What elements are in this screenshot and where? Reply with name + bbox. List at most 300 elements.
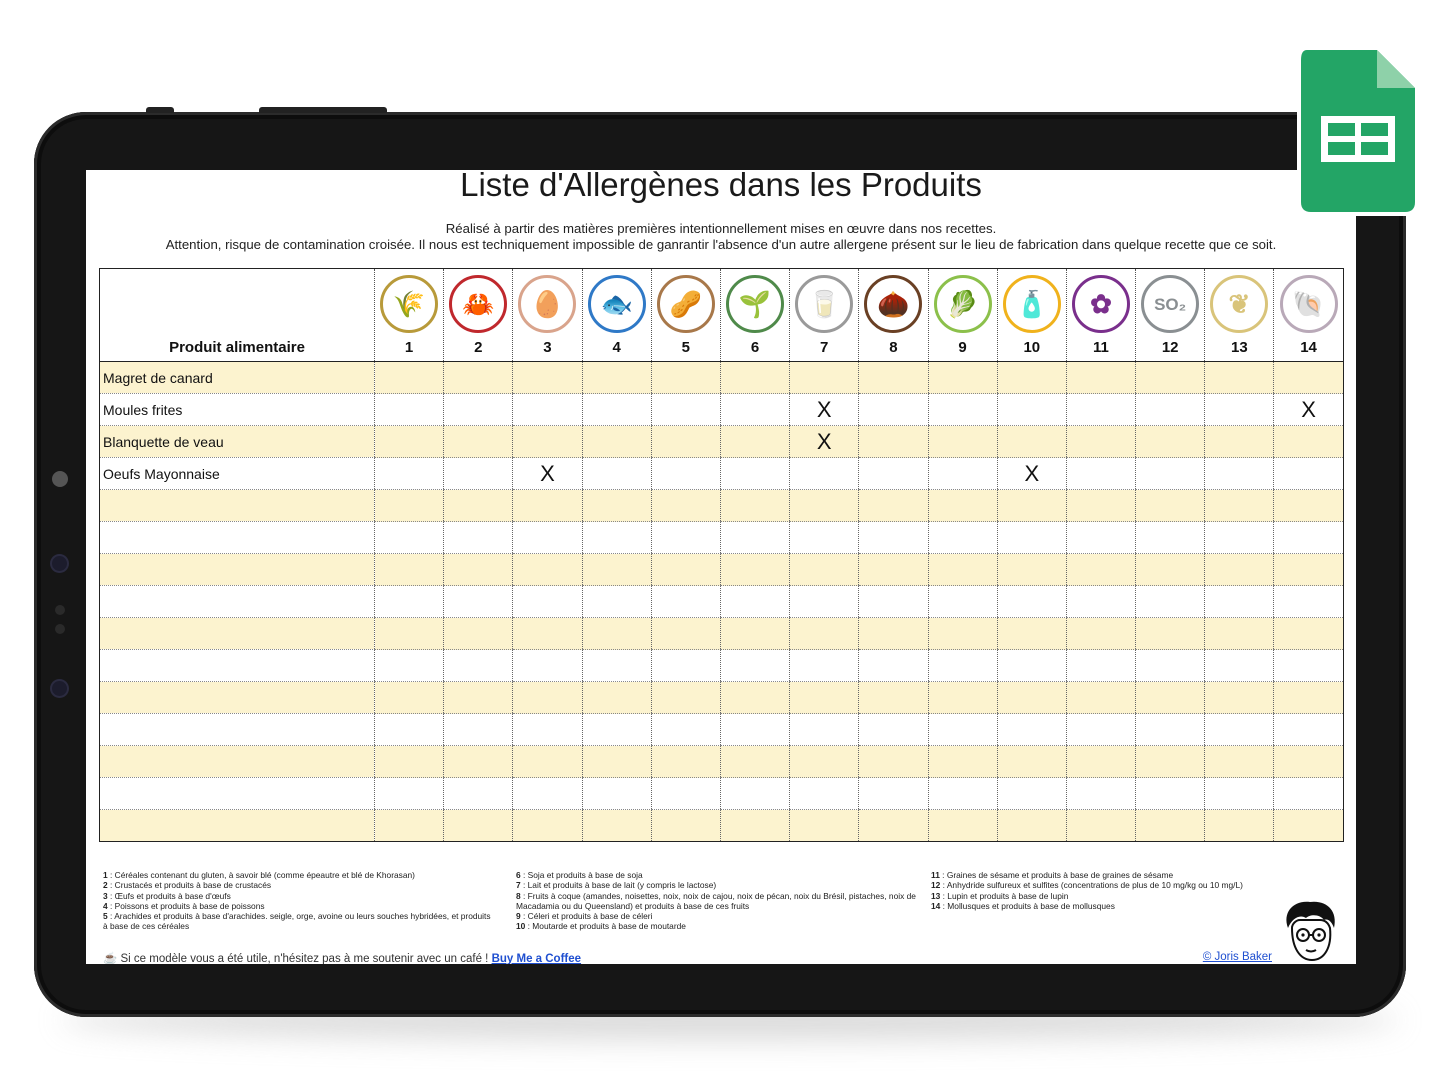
legend-text: : Moutarde et produits à base de moutarde [525, 921, 686, 932]
product-name-cell[interactable] [100, 682, 375, 714]
legend-number: 5 [103, 911, 108, 922]
allergen-cell[interactable] [582, 778, 651, 810]
allergen-cell[interactable] [513, 714, 582, 746]
allergen-cell[interactable] [997, 618, 1066, 650]
allergen-cell[interactable] [928, 426, 997, 458]
allergen-cell[interactable] [375, 778, 444, 810]
allergen-cell[interactable] [375, 682, 444, 714]
allergen-cell[interactable] [1274, 618, 1343, 650]
allergen-cell[interactable] [790, 490, 859, 522]
allergen-column-5[interactable] [651, 269, 720, 362]
allergen-number: 10 [1023, 339, 1041, 356]
allergen-cell[interactable] [1205, 586, 1274, 618]
allergen-cell[interactable] [1274, 650, 1343, 682]
allergen-cell[interactable] [720, 682, 789, 714]
allergen-cell[interactable] [1274, 778, 1343, 810]
allergen-cell[interactable] [928, 490, 997, 522]
allergen-cell[interactable] [1205, 522, 1274, 554]
allergen-cell[interactable] [375, 362, 444, 394]
allergen-cell[interactable] [582, 746, 651, 778]
allergen-number: 4 [612, 339, 621, 356]
allergen-cell[interactable] [513, 586, 582, 618]
allergen-column-14[interactable] [1274, 269, 1343, 362]
allergen-cell[interactable] [582, 362, 651, 394]
legend-item [516, 921, 926, 931]
allergen-column-1[interactable] [375, 269, 444, 362]
sesame-icon [1072, 275, 1130, 333]
allergen-cell[interactable] [1136, 426, 1205, 458]
allergen-number: 3 [543, 339, 552, 356]
allergen-cell[interactable] [513, 426, 582, 458]
allergen-cell[interactable] [651, 618, 720, 650]
allergen-cell[interactable] [1136, 682, 1205, 714]
allergen-cell[interactable] [651, 682, 720, 714]
allergen-cell[interactable] [375, 458, 444, 490]
allergen-cell[interactable] [444, 586, 513, 618]
fish-icon-glyph: 🐟 [600, 289, 633, 319]
allergen-cell[interactable] [1205, 810, 1274, 842]
allergen-cell[interactable] [790, 362, 859, 394]
allergen-cell[interactable] [790, 618, 859, 650]
allergen-cell[interactable] [1205, 650, 1274, 682]
product-header[interactable]: Produit alimentaire [100, 269, 375, 362]
allergen-cell[interactable] [375, 490, 444, 522]
allergen-cell[interactable] [1205, 426, 1274, 458]
allergen-cell[interactable] [859, 618, 928, 650]
allergen-cell[interactable] [720, 522, 789, 554]
allergen-cell[interactable] [444, 554, 513, 586]
allergen-cell[interactable] [444, 394, 513, 426]
allergen-cell[interactable] [790, 522, 859, 554]
allergen-cell[interactable] [1066, 618, 1135, 650]
allergen-cell[interactable] [651, 650, 720, 682]
allergen-column-11[interactable] [1066, 269, 1135, 362]
allergen-cell[interactable] [375, 746, 444, 778]
allergen-cell[interactable] [1205, 394, 1274, 426]
allergen-cell[interactable] [720, 362, 789, 394]
allergen-cell[interactable] [720, 554, 789, 586]
allergen-cell[interactable] [720, 778, 789, 810]
allergen-cell[interactable] [1205, 618, 1274, 650]
allergen-cell[interactable] [582, 586, 651, 618]
legend-item [931, 880, 1321, 890]
allergen-cell[interactable] [1136, 714, 1205, 746]
allergen-cell[interactable] [928, 522, 997, 554]
product-name-cell[interactable] [100, 810, 375, 842]
allergen-cell[interactable] [997, 810, 1066, 842]
allergen-cell[interactable] [1274, 554, 1343, 586]
allergen-cell[interactable] [1136, 458, 1205, 490]
allergen-column-3[interactable] [513, 269, 582, 362]
allergen-cell[interactable] [513, 362, 582, 394]
product-name-cell[interactable] [100, 714, 375, 746]
allergen-cell[interactable] [582, 618, 651, 650]
soy-icon [726, 275, 784, 333]
legend-number: 3 [103, 890, 108, 901]
allergen-column-10[interactable] [997, 269, 1066, 362]
allergen-cell[interactable]: X [513, 458, 582, 490]
allergen-cell[interactable] [582, 554, 651, 586]
product-name-cell[interactable] [100, 554, 375, 586]
allergen-cell[interactable] [513, 778, 582, 810]
milk-icon-glyph: 🥛 [808, 289, 841, 319]
allergen-cell[interactable] [582, 714, 651, 746]
table-row [100, 490, 1344, 522]
allergen-cell[interactable] [651, 810, 720, 842]
sensor-dot-icon [55, 605, 65, 615]
allergen-number: 9 [958, 339, 967, 356]
allergen-cell[interactable] [1205, 778, 1274, 810]
author-link[interactable]: © Joris Baker [1202, 951, 1272, 963]
legend-item [516, 891, 926, 912]
legend-item [103, 870, 493, 880]
allergen-cell[interactable] [997, 714, 1066, 746]
product-name-cell[interactable] [100, 618, 375, 650]
allergen-cell[interactable] [720, 394, 789, 426]
allergen-cell[interactable] [1205, 714, 1274, 746]
allergen-cell[interactable] [444, 682, 513, 714]
allergen-cell[interactable] [582, 458, 651, 490]
allergen-cell[interactable] [720, 650, 789, 682]
product-name-cell[interactable]: Magret de canard [100, 362, 375, 394]
allergen-cell[interactable] [582, 426, 651, 458]
allergen-cell[interactable] [1274, 746, 1343, 778]
allergen-cell[interactable] [790, 586, 859, 618]
spreadsheet-screen [86, 170, 1356, 964]
allergen-cell[interactable] [582, 490, 651, 522]
allergen-cell[interactable] [513, 554, 582, 586]
allergen-column-7[interactable] [790, 269, 859, 362]
table-row [100, 426, 1344, 458]
allergen-column-2[interactable] [444, 269, 513, 362]
allergen-cell[interactable] [859, 586, 928, 618]
allergen-cell[interactable] [720, 618, 789, 650]
lupin-icon-glyph: ❦ [1228, 289, 1251, 319]
allergen-cell[interactable] [375, 554, 444, 586]
product-name-cell[interactable] [100, 586, 375, 618]
support-footer [103, 951, 581, 964]
allergen-cell[interactable] [928, 618, 997, 650]
table-row [100, 394, 1344, 426]
allergen-cell[interactable] [651, 554, 720, 586]
allergen-cell[interactable] [1066, 586, 1135, 618]
allergen-cell[interactable] [1136, 586, 1205, 618]
allergen-cell[interactable] [1066, 458, 1135, 490]
allergen-cell[interactable] [375, 618, 444, 650]
legend-text: : Fruits à coque (amandes, noisettes, noix, noix de cajou, noix de pécan, noix du Brésil, pistaches, noix de Macadamia ou du Queensland) et produits à base de ces fruits [516, 890, 916, 911]
allergen-cell[interactable] [859, 682, 928, 714]
allergen-cell[interactable] [444, 362, 513, 394]
allergen-cell[interactable] [582, 650, 651, 682]
legend-number: 2 [103, 880, 108, 891]
allergen-column-9[interactable] [928, 269, 997, 362]
allergen-cell[interactable] [1274, 362, 1343, 394]
allergen-column-12[interactable] [1136, 269, 1205, 362]
allergen-cell[interactable] [1274, 810, 1343, 842]
allergen-cell[interactable] [513, 682, 582, 714]
allergen-cell[interactable] [790, 746, 859, 778]
product-name-cell[interactable]: Moules frites [100, 394, 375, 426]
legend-text: : Mollusques et produits à base de mollusques [940, 900, 1115, 911]
allergen-cell[interactable]: X [997, 458, 1066, 490]
allergen-cell[interactable] [651, 586, 720, 618]
allergen-cell[interactable] [375, 650, 444, 682]
allergen-cell[interactable] [790, 554, 859, 586]
allergen-cell[interactable] [859, 426, 928, 458]
legend-number: 8 [516, 890, 521, 901]
allergen-cell[interactable] [928, 714, 997, 746]
allergen-cell[interactable] [513, 490, 582, 522]
allergen-cell[interactable] [513, 746, 582, 778]
allergen-cell[interactable] [928, 778, 997, 810]
allergen-cell[interactable] [375, 714, 444, 746]
allergen-cell[interactable] [928, 810, 997, 842]
allergen-cell[interactable] [375, 586, 444, 618]
allergen-cell[interactable] [1205, 490, 1274, 522]
allergen-column-4[interactable] [582, 269, 651, 362]
product-name-cell[interactable] [100, 490, 375, 522]
allergen-cell[interactable] [444, 778, 513, 810]
allergen-cell[interactable] [859, 394, 928, 426]
allergen-cell[interactable] [444, 714, 513, 746]
allergen-cell[interactable] [1274, 682, 1343, 714]
allergen-cell[interactable] [651, 714, 720, 746]
allergen-column-6[interactable] [720, 269, 789, 362]
allergen-cell[interactable] [928, 554, 997, 586]
allergen-cell[interactable] [1274, 458, 1343, 490]
tablet-volume-button [259, 107, 387, 113]
allergen-cell[interactable] [928, 650, 997, 682]
allergen-cell[interactable] [444, 650, 513, 682]
allergen-cell[interactable] [1066, 682, 1135, 714]
allergen-cell[interactable] [444, 522, 513, 554]
allergen-cell[interactable] [651, 362, 720, 394]
legend-text: : Crustacés et produits à base de crustacés [107, 880, 272, 891]
sensor-icon [52, 681, 67, 696]
allergen-cell[interactable] [651, 746, 720, 778]
allergen-cell[interactable] [1136, 362, 1205, 394]
legend-number: 4 [103, 900, 108, 911]
allergen-cell[interactable] [582, 394, 651, 426]
allergen-number: 7 [820, 339, 829, 356]
allergen-cell[interactable] [1066, 810, 1135, 842]
allergen-cell[interactable] [1205, 682, 1274, 714]
allergen-cell[interactable] [790, 650, 859, 682]
allergen-cell[interactable] [928, 746, 997, 778]
allergen-cell[interactable] [1066, 362, 1135, 394]
allergen-column-8[interactable] [859, 269, 928, 362]
allergen-cell[interactable] [790, 810, 859, 842]
allergen-cell[interactable]: X [790, 394, 859, 426]
buy-me-a-coffee-link[interactable]: Buy Me a Coffee [491, 953, 582, 964]
allergen-cell[interactable] [859, 458, 928, 490]
allergen-cell[interactable] [859, 778, 928, 810]
allergen-cell[interactable] [720, 490, 789, 522]
allergen-cell[interactable] [1066, 522, 1135, 554]
allergen-cell[interactable] [790, 778, 859, 810]
allergen-cell[interactable] [790, 682, 859, 714]
allergen-table [99, 268, 1344, 842]
product-name-cell[interactable] [100, 746, 375, 778]
allergen-cell[interactable] [444, 810, 513, 842]
table-row [100, 362, 1344, 394]
legend-text: : Œufs et produits à base d'œufs [107, 890, 231, 901]
allergen-cell[interactable] [1136, 554, 1205, 586]
allergen-cell[interactable] [997, 778, 1066, 810]
table-row [100, 458, 1344, 490]
allergen-cell[interactable] [928, 394, 997, 426]
product-name-cell[interactable] [100, 778, 375, 810]
allergen-cell[interactable] [444, 490, 513, 522]
allergen-cell[interactable] [582, 682, 651, 714]
allergen-cell[interactable] [997, 554, 1066, 586]
allergen-cell[interactable] [1066, 554, 1135, 586]
allergen-cell[interactable] [513, 650, 582, 682]
allergen-cell[interactable] [651, 394, 720, 426]
allergen-cell[interactable] [1066, 394, 1135, 426]
allergen-cell[interactable] [582, 522, 651, 554]
celery-icon [934, 275, 992, 333]
allergen-cell[interactable] [1136, 778, 1205, 810]
legend-text: : Arachides et produits à base d'arachides. seigle, orge, avoine ou leurs souches hybridées, et produits à base de ces céréales [103, 911, 491, 932]
allergen-cell[interactable] [720, 714, 789, 746]
allergen-cell[interactable] [997, 682, 1066, 714]
so2-icon-glyph: SO₂ [1154, 294, 1187, 314]
legend-item [516, 880, 926, 890]
allergen-cell[interactable] [651, 490, 720, 522]
milk-icon [795, 275, 853, 333]
allergen-cell[interactable] [859, 362, 928, 394]
allergen-cell[interactable] [375, 394, 444, 426]
allergen-cell[interactable] [790, 714, 859, 746]
allergen-cell[interactable] [720, 426, 789, 458]
allergen-cell[interactable] [720, 746, 789, 778]
wheat-icon [380, 275, 438, 333]
allergen-cell[interactable] [1066, 490, 1135, 522]
allergen-cell[interactable] [375, 810, 444, 842]
allergen-cell[interactable] [790, 458, 859, 490]
allergen-cell[interactable] [513, 394, 582, 426]
allergen-cell[interactable] [859, 490, 928, 522]
allergen-cell[interactable] [1274, 522, 1343, 554]
legend-text: : Soja et produits à base de soja [520, 870, 643, 880]
allergen-cell[interactable] [859, 746, 928, 778]
allergen-cell[interactable] [997, 586, 1066, 618]
table-row [100, 522, 1344, 554]
allergen-cell[interactable] [1066, 714, 1135, 746]
allergen-cell[interactable] [997, 650, 1066, 682]
allergen-cell[interactable] [1205, 362, 1274, 394]
allergen-cell[interactable] [651, 458, 720, 490]
allergen-cell[interactable] [928, 682, 997, 714]
allergen-cell[interactable] [651, 778, 720, 810]
legend-column-2 [516, 870, 926, 932]
allergen-cell[interactable] [1066, 778, 1135, 810]
allergen-cell[interactable] [859, 810, 928, 842]
allergen-cell[interactable] [859, 714, 928, 746]
allergen-cell[interactable] [1136, 394, 1205, 426]
allergen-cell[interactable] [1136, 618, 1205, 650]
product-name-cell[interactable]: Oeufs Mayonnaise [100, 458, 375, 490]
allergen-cell[interactable] [1136, 810, 1205, 842]
allergen-cell[interactable] [651, 522, 720, 554]
legend-item [103, 901, 493, 911]
allergen-cell[interactable] [997, 522, 1066, 554]
product-name-cell[interactable] [100, 650, 375, 682]
allergen-cell[interactable] [1274, 586, 1343, 618]
allergen-cell[interactable] [720, 586, 789, 618]
allergen-cell[interactable] [444, 618, 513, 650]
legend-text: : Lupin et produits à base de lupin [940, 890, 1069, 901]
allergen-cell[interactable] [859, 554, 928, 586]
allergen-cell[interactable] [444, 426, 513, 458]
allergen-cell[interactable] [1066, 426, 1135, 458]
allergen-cell[interactable] [928, 586, 997, 618]
allergen-cell[interactable] [375, 522, 444, 554]
allergen-cell[interactable]: X [790, 426, 859, 458]
allergen-cell[interactable] [1136, 650, 1205, 682]
allergen-cell[interactable] [997, 746, 1066, 778]
nuts-icon-glyph: 🌰 [877, 289, 910, 319]
allergen-cell[interactable] [1274, 426, 1343, 458]
subtitle-line-2: Attention, risque de contamination croisée. Il nous est techniquement impossible de ganrantir l'absence d'un autre allergene présent sur le lieu de fabrication dans quelque recette que ce soit. [165, 237, 1277, 252]
allergen-cell[interactable]: X [1274, 394, 1343, 426]
allergen-cell[interactable] [1205, 458, 1274, 490]
allergen-cell[interactable] [444, 458, 513, 490]
allergen-cell[interactable] [1205, 554, 1274, 586]
allergen-cell[interactable] [1136, 522, 1205, 554]
allergen-cell[interactable] [720, 810, 789, 842]
allergen-cell[interactable] [375, 426, 444, 458]
table-row [100, 778, 1344, 810]
table-row [100, 714, 1344, 746]
allergen-cell[interactable] [997, 426, 1066, 458]
allergen-cell[interactable] [1274, 490, 1343, 522]
allergen-cell[interactable] [859, 522, 928, 554]
legend-text: : Anhydride sulfureux et sulfites (concentrations de plus de 10 mg/kg ou 10 mg/L) [940, 880, 1243, 891]
allergen-cell[interactable] [720, 458, 789, 490]
allergen-cell[interactable] [928, 458, 997, 490]
allergen-cell[interactable] [997, 490, 1066, 522]
legend-item [931, 901, 1321, 911]
allergen-cell[interactable] [513, 810, 582, 842]
allergen-number: 14 [1300, 339, 1317, 356]
legend-item [103, 911, 493, 932]
product-name-cell[interactable] [100, 522, 375, 554]
allergen-cell[interactable] [1136, 490, 1205, 522]
allergen-cell[interactable] [1136, 746, 1205, 778]
legend-number: 9 [516, 911, 521, 922]
allergen-cell[interactable] [444, 746, 513, 778]
allergen-cell[interactable] [859, 650, 928, 682]
allergen-cell[interactable] [1205, 746, 1274, 778]
allergen-cell[interactable] [513, 618, 582, 650]
allergen-number: 13 [1231, 339, 1248, 356]
allergen-cell[interactable] [513, 522, 582, 554]
allergen-number: 12 [1161, 339, 1179, 356]
allergen-cell[interactable] [651, 426, 720, 458]
allergen-cell[interactable] [997, 394, 1066, 426]
allergen-cell[interactable] [1274, 714, 1343, 746]
product-name-cell[interactable]: Blanquette de veau [100, 426, 375, 458]
allergen-cell[interactable] [582, 810, 651, 842]
allergen-cell[interactable] [928, 362, 997, 394]
legend-number: 11 [931, 870, 940, 880]
allergen-cell[interactable] [997, 362, 1066, 394]
allergen-column-13[interactable] [1205, 269, 1274, 362]
allergen-cell[interactable] [1066, 746, 1135, 778]
allergen-cell[interactable] [1066, 650, 1135, 682]
